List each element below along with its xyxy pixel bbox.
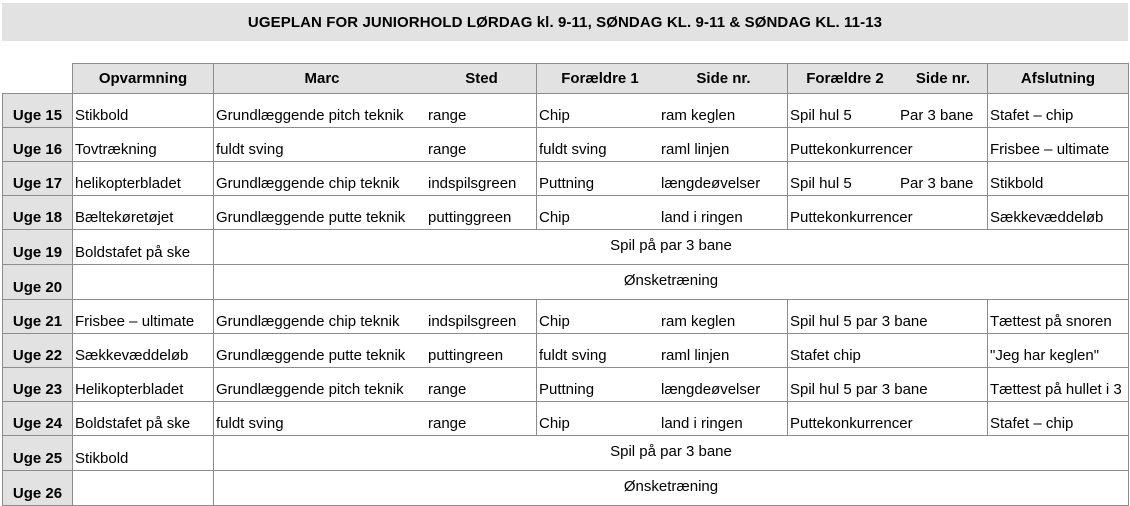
- header-side2: Side nr.: [915, 70, 971, 87]
- opvarmning-cell: Sækkevæddeløb: [73, 334, 214, 368]
- sted-cell: range: [428, 415, 467, 432]
- foraeldre1-cell: [537, 334, 788, 368]
- sted-cell: indspilsgreen: [428, 175, 517, 192]
- afslutning-cell: "Jeg har keglen": [988, 334, 1129, 368]
- foraeldre2-cell: [788, 94, 988, 128]
- marc-cell: fuldt sving: [216, 141, 284, 158]
- marc-cell: Grundlæggende pitch teknik: [216, 381, 404, 398]
- foraeldre1-activity: fuldt sving: [539, 141, 607, 158]
- foraeldre1-cell: [537, 94, 788, 128]
- opvarmning-cell: [73, 471, 214, 506]
- opvarmning-cell: helikopterbladet: [73, 162, 214, 196]
- afslutning-cell: Stafet – chip: [988, 94, 1129, 128]
- foraeldre1-cell: [537, 402, 788, 436]
- header-foraeldre2: Forældre 2: [806, 70, 884, 87]
- foraeldre2-cell: [788, 196, 988, 230]
- foraeldre2-cell: [788, 334, 988, 368]
- foraeldre2-activity: Puttekonkurrencer: [790, 415, 913, 432]
- week-cell: Uge 17: [3, 162, 73, 196]
- opvarmning-cell: Boldstafet på ske: [73, 230, 214, 265]
- header-marc: Marc: [304, 70, 340, 87]
- opvarmning-cell: Stikbold: [73, 94, 214, 128]
- week-cell: Uge 23: [3, 368, 73, 402]
- merged-activity-cell: Spil på par 3 bane: [214, 230, 1129, 265]
- merged-activity-cell: Ønsketræning: [214, 471, 1129, 506]
- week-cell: Uge 24: [3, 402, 73, 436]
- marc-sted-cell: [214, 300, 537, 334]
- marc-sted-cell: [214, 128, 537, 162]
- afslutning-cell: Sækkevæddeløb: [988, 196, 1129, 230]
- afslutning-cell: Stafet – chip: [988, 402, 1129, 436]
- foraeldre1-activity: fuldt sving: [539, 347, 607, 364]
- table-row: [3, 265, 1129, 300]
- foraeldre1-activity: Puttning: [539, 175, 595, 192]
- marc-sted-cell: [214, 162, 537, 196]
- foraeldre1-activity: Chip: [539, 313, 570, 330]
- week-cell: Uge 15: [3, 94, 73, 128]
- foraeldre2-activity: Stafet chip: [790, 347, 861, 364]
- week-cell: Uge 26: [3, 471, 73, 506]
- header-foraeldre1-side: [537, 64, 788, 94]
- marc-cell: Grundlæggende chip teknik: [216, 313, 400, 330]
- foraeldre2-activity: Spil hul 5 par 3 bane: [790, 381, 928, 398]
- marc-cell: Grundlæggende chip teknik: [216, 175, 400, 192]
- foraeldre2-cell: [788, 300, 988, 334]
- opvarmning-cell: [73, 265, 214, 300]
- foraeldre1-cell: [537, 300, 788, 334]
- sted-cell: puttingreen: [428, 347, 504, 364]
- opvarmning-cell: Helikopterbladet: [73, 368, 214, 402]
- marc-cell: Grundlæggende putte teknik: [216, 209, 406, 226]
- foraeldre2-activity: Spil hul 5 par 3 bane: [790, 313, 928, 330]
- sted-cell: indspilsgreen: [428, 313, 517, 330]
- marc-cell: Grundlæggende pitch teknik: [216, 107, 404, 124]
- foraeldre1-activity: Puttning: [539, 381, 595, 398]
- header-sted: Sted: [465, 70, 498, 87]
- foraeldre2-activity: Spil hul 5: [790, 175, 852, 192]
- header-marc-sted: [214, 64, 537, 94]
- table-row: [3, 368, 1129, 402]
- header-row: [3, 64, 1129, 94]
- foraeldre1-activity: Chip: [539, 209, 570, 226]
- foraeldre2-cell: [788, 128, 988, 162]
- foraeldre1-side: ram keglen: [661, 313, 736, 330]
- opvarmning-cell: Boldstafet på ske: [73, 402, 214, 436]
- marc-sted-cell: [214, 402, 537, 436]
- foraeldre2-side: Par 3 bane: [900, 107, 974, 124]
- merged-activity-cell: Ønsketræning: [214, 265, 1129, 300]
- merged-activity-cell: Spil på par 3 bane: [214, 436, 1129, 471]
- foraeldre1-side: ram keglen: [661, 107, 736, 124]
- week-cell: Uge 16: [3, 128, 73, 162]
- week-cell: Uge 18: [3, 196, 73, 230]
- table-row: [3, 94, 1129, 128]
- foraeldre1-side: land i ringen: [661, 415, 743, 432]
- sted-cell: puttinggreen: [428, 209, 512, 226]
- week-cell: Uge 22: [3, 334, 73, 368]
- afslutning-cell: Frisbee – ultimate: [988, 128, 1129, 162]
- afslutning-cell: Stikbold: [988, 162, 1129, 196]
- header-afslutning: Afslutning: [988, 64, 1129, 94]
- foraeldre1-side: raml linjen: [661, 141, 730, 158]
- marc-cell: fuldt sving: [216, 415, 284, 432]
- opvarmning-cell: Stikbold: [73, 436, 214, 471]
- foraeldre2-activity: Puttekonkurrencer: [790, 141, 913, 158]
- table-row: [3, 300, 1129, 334]
- foraeldre2-cell: [788, 368, 988, 402]
- foraeldre1-cell: [537, 128, 788, 162]
- foraeldre2-activity: Puttekonkurrencer: [790, 209, 913, 226]
- foraeldre2-cell: [788, 162, 988, 196]
- header-foraeldre1: Forældre 1: [561, 70, 639, 87]
- foraeldre1-side: raml linjen: [661, 347, 730, 364]
- table-row: [3, 230, 1129, 265]
- foraeldre1-side: længdeøvelser: [661, 381, 761, 398]
- table-row: [3, 402, 1129, 436]
- header-foraeldre2-side: [788, 64, 988, 94]
- table-row: [3, 471, 1129, 506]
- marc-sted-cell: [214, 368, 537, 402]
- sted-cell: range: [428, 381, 467, 398]
- foraeldre1-side: land i ringen: [661, 209, 743, 226]
- opvarmning-cell: Frisbee – ultimate: [73, 300, 214, 334]
- foraeldre1-cell: [537, 196, 788, 230]
- schedule-table: [2, 63, 1129, 506]
- marc-sted-cell: [214, 94, 537, 128]
- opvarmning-cell: Bæltekøretøjet: [73, 196, 214, 230]
- header-opvarmning: Opvarmning: [73, 64, 214, 94]
- opvarmning-cell: Tovtrækning: [73, 128, 214, 162]
- foraeldre1-cell: [537, 162, 788, 196]
- foraeldre2-cell: [788, 402, 988, 436]
- table-row: [3, 436, 1129, 471]
- foraeldre2-side: Par 3 bane: [900, 175, 974, 192]
- marc-cell: Grundlæggende putte teknik: [216, 347, 406, 364]
- foraeldre1-side: længdeøvelser: [661, 175, 761, 192]
- sted-cell: range: [428, 107, 467, 124]
- table-row: [3, 162, 1129, 196]
- afslutning-cell: Tættest på snoren: [988, 300, 1129, 334]
- week-cell: Uge 20: [3, 265, 73, 300]
- afslutning-cell: Tættest på hullet i 3: [988, 368, 1129, 402]
- header-corner: [3, 64, 73, 94]
- foraeldre1-cell: [537, 368, 788, 402]
- week-cell: Uge 25: [3, 436, 73, 471]
- table-row: [3, 128, 1129, 162]
- foraeldre1-activity: Chip: [539, 107, 570, 124]
- week-cell: Uge 19: [3, 230, 73, 265]
- week-cell: Uge 21: [3, 300, 73, 334]
- page-title: UGEPLAN FOR JUNIORHOLD LØRDAG kl. 9-11, SØNDAG KL. 9-11 & SØNDAG KL. 11-13: [2, 3, 1128, 41]
- foraeldre2-activity: Spil hul 5: [790, 107, 852, 124]
- marc-sted-cell: [214, 334, 537, 368]
- sted-cell: range: [428, 141, 467, 158]
- foraeldre1-activity: Chip: [539, 415, 570, 432]
- table-row: [3, 196, 1129, 230]
- marc-sted-cell: [214, 196, 537, 230]
- table-row: [3, 334, 1129, 368]
- header-side1: Side nr.: [696, 70, 751, 87]
